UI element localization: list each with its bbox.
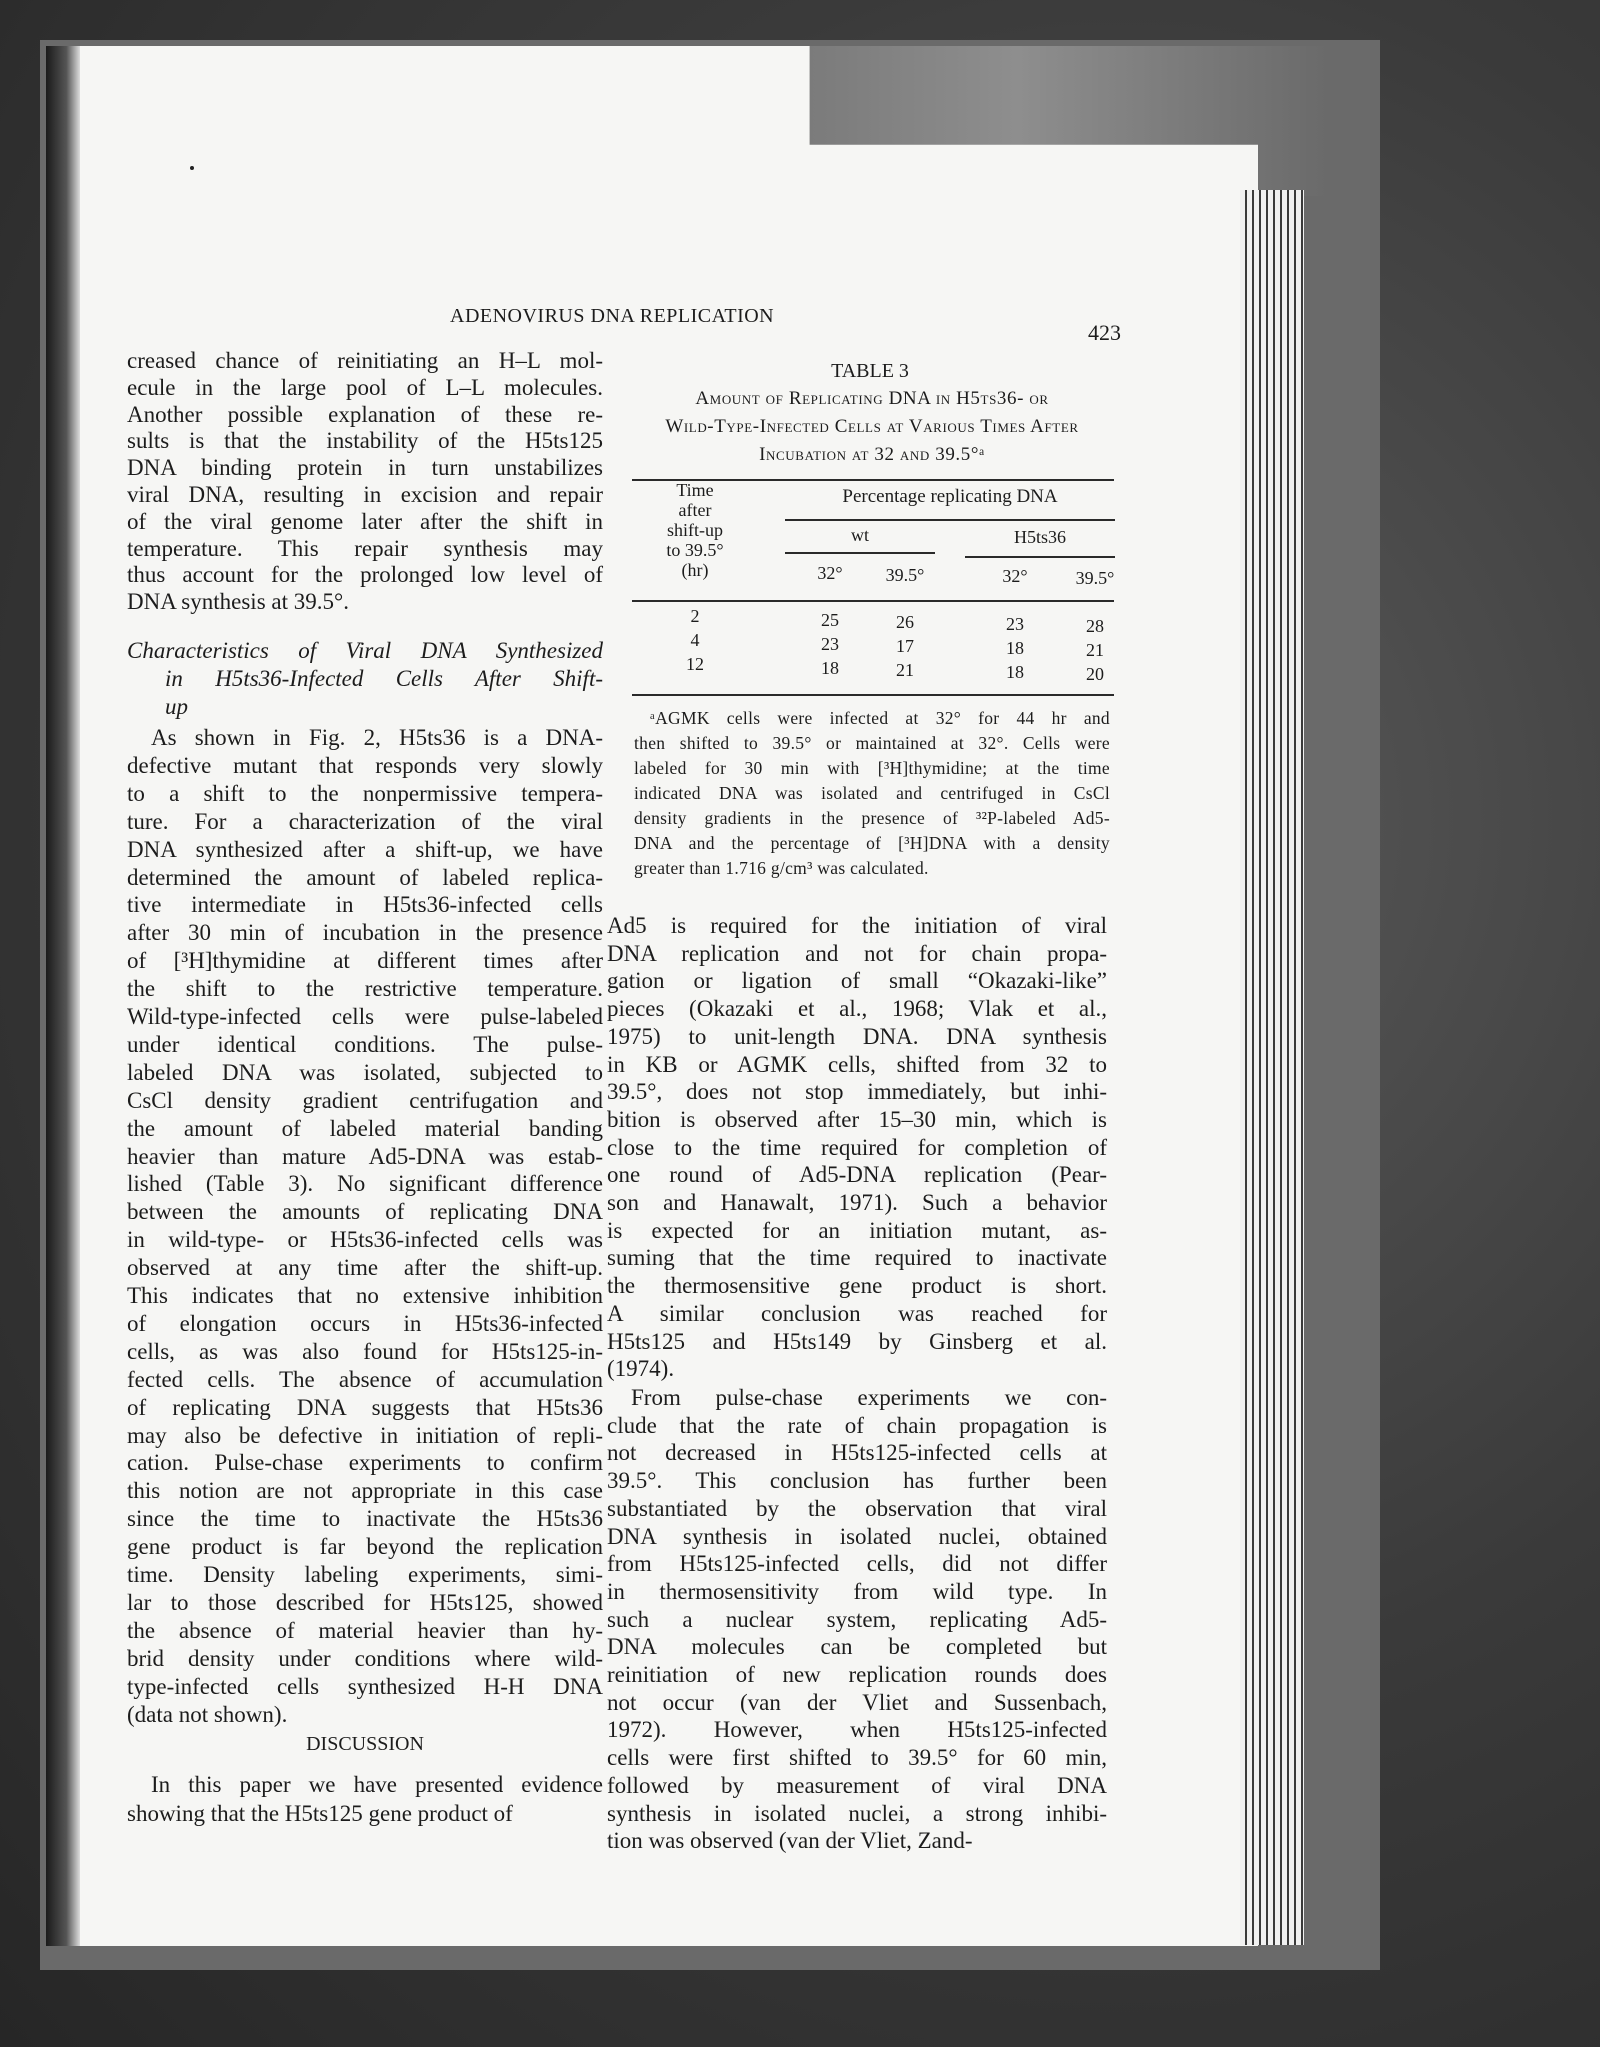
body-text-line: DNA synthesized after a shift-up, we have xyxy=(127,836,603,862)
body-text-line: type-infected cells synthesized H-H DNA xyxy=(127,1673,603,1699)
body-text-line: may also be defective in initiation of repli- xyxy=(127,1422,603,1448)
body-text-line: from H5ts125-infected cells, did not differ xyxy=(607,1551,1107,1577)
body-text-line: reinitiation of new replication rounds does xyxy=(607,1662,1107,1687)
body-text-line: DNA replication and not for chain propa- xyxy=(607,940,1107,966)
body-text-line: this notion are not appropriate in this case xyxy=(127,1478,603,1504)
body-text-line: 39.5°. This conclusion has further been xyxy=(607,1468,1107,1494)
body-text-line: DNA synthesis at 39.5°. xyxy=(127,589,349,615)
body-text-line: tion was observed (van der Vliet, Zand- xyxy=(607,1828,973,1854)
body-text-line: DNA molecules can be completed but xyxy=(607,1634,1107,1660)
body-text-line: since the time to inactivate the H5ts36 xyxy=(127,1506,603,1532)
body-text-line: son and Hanawalt, 1971). Such a behavior xyxy=(607,1190,1107,1215)
body-text-line: As shown in Fig. 2, H5ts36 is a DNA- xyxy=(151,725,603,750)
body-text-line: sults is that the instability of the H5ts125 xyxy=(127,428,603,454)
page-number: 423 xyxy=(1088,320,1121,345)
group-header-h5ts36: H5ts36 xyxy=(1013,527,1066,547)
table-caption-line: Wild-Type-Infected Cells at Various Times After xyxy=(665,416,1079,437)
body-text-line: of replicating DNA suggests that H5ts36 xyxy=(127,1394,603,1420)
body-text-line: of the viral genome later after the shift in xyxy=(127,508,603,534)
body-text-line: From pulse-chase experiments we con- xyxy=(631,1385,1107,1410)
body-text-line: in wild-type- or H5ts36-infected cells was xyxy=(127,1227,603,1253)
table-caption-line: Amount of Replicating DNA in H5ts36- or xyxy=(695,388,1049,409)
section-heading: Characteristics of Viral DNA Synthesized xyxy=(127,638,603,663)
body-text-line: ecule in the large pool of L–L molecules. xyxy=(127,374,603,400)
value-cell: 25 xyxy=(821,610,839,630)
section-heading: in H5ts36-Infected Cells After Shift- xyxy=(165,666,603,691)
spanner-rule xyxy=(785,519,1115,521)
body-text-line: (data not shown). xyxy=(127,1701,288,1727)
footnote-line: DNA and the percentage of [³H]DNA with a density xyxy=(634,833,1110,853)
body-text-line: under identical conditions. The pulse- xyxy=(127,1031,603,1057)
body-text-line: heavier than mature Ad5-DNA was estab- xyxy=(127,1143,603,1169)
body-text-line: This indicates that no extensive inhibition xyxy=(127,1283,603,1308)
time-cell: 2 xyxy=(690,606,700,626)
body-text-line: such a nuclear system, replicating Ad5- xyxy=(607,1606,1107,1632)
value-cell: 21 xyxy=(896,660,914,680)
row-header-line: shift-up xyxy=(667,520,723,540)
row-header-line: Time xyxy=(676,480,714,500)
value-cell: 17 xyxy=(896,636,914,656)
body-text-line: of elongation occurs in H5ts36-infected xyxy=(127,1310,603,1336)
body-text-line: the shift to the restrictive temperature. xyxy=(127,976,603,1002)
body-text-line: creased chance of reinitiating an H–L mol- xyxy=(127,348,603,373)
temp-column-header: 32° xyxy=(1002,566,1028,586)
body-text-line: the amount of labeled material banding xyxy=(127,1115,603,1141)
table-title: TABLE 3 xyxy=(831,360,909,382)
time-cell: 4 xyxy=(690,630,700,650)
footnote-line: density gradients in the presence of ³²P-labeled Ad5- xyxy=(634,808,1110,828)
body-text-line: not occur (van der Vliet and Sussenbach, xyxy=(607,1689,1107,1715)
body-text-line: A similar conclusion was reached for xyxy=(607,1300,1107,1326)
footnote-line: labeled for 30 min with [³H]thymidine; at the time xyxy=(634,758,1110,778)
body-text-line: thus account for the prolonged low level of xyxy=(127,562,603,588)
body-text-line: followed by measurement of viral DNA xyxy=(607,1772,1107,1798)
body-text-line: in KB or AGMK cells, shifted from 32 to xyxy=(607,1051,1107,1077)
body-text-line: determined the amount of labeled replica- xyxy=(127,864,603,890)
group-header-wt: wt xyxy=(851,525,869,545)
body-text-line: the thermosensitive gene product is short. xyxy=(607,1273,1107,1299)
body-text-line: Another possible explanation of these re- xyxy=(127,401,603,427)
body-text-line: viral DNA, resulting in excision and repair xyxy=(127,482,603,507)
row-header-line: (hr) xyxy=(681,560,709,580)
temp-column-header: 39.5° xyxy=(885,564,925,585)
value-cell: 28 xyxy=(1086,616,1104,636)
body-text-line: defective mutant that responds very slowly xyxy=(127,752,603,778)
value-cell: 26 xyxy=(896,612,914,632)
body-text-line: Wild-type-infected cells were pulse-labeled xyxy=(127,1004,603,1029)
footnote-line: indicated DNA was isolated and centrifuged in CsCl xyxy=(634,783,1110,803)
footnote-line: then shifted to 39.5° or maintained at 32°. Cells were xyxy=(634,733,1110,753)
time-cell: 12 xyxy=(686,654,704,674)
body-text-line: 39.5°, does not stop immediately, but inhi- xyxy=(607,1079,1107,1105)
spanner-header: Percentage replicating DNA xyxy=(842,486,1058,507)
body-text-line: brid density under conditions where wild- xyxy=(127,1645,603,1671)
body-text-line: bition is observed after 15–30 min, which is xyxy=(607,1106,1107,1132)
body-text-line: lished (Table 3). No significant difference xyxy=(127,1171,603,1197)
page-stack-edges xyxy=(1240,190,1304,1945)
body-text-line: CsCl density gradient centrifugation and xyxy=(127,1087,603,1113)
value-cell: 18 xyxy=(1006,638,1024,658)
h5ts36-rule xyxy=(965,556,1115,558)
body-text-line: DNA synthesis in isolated nuclei, obtained xyxy=(607,1523,1107,1549)
footnote-line: ᵃAGMK cells were infected at 32° for 44 hr and xyxy=(650,708,1110,728)
body-text-line: gation or ligation of small “Okazaki-like” xyxy=(607,968,1107,994)
running-head: ADENOVIRUS DNA REPLICATION xyxy=(450,305,775,327)
table-caption-line: Incubation at 32 and 39.5°ᵃ xyxy=(759,444,985,465)
row-header-line: to 39.5° xyxy=(666,540,724,560)
body-text-line: is expected for an initiation mutant, as- xyxy=(607,1217,1107,1243)
value-cell: 23 xyxy=(821,634,839,654)
body-text-line: in thermosensitivity from wild type. In xyxy=(607,1578,1107,1604)
body-text-line: ture. For a characterization of the viral xyxy=(127,808,603,834)
body-text-line: substantiated by the observation that viral xyxy=(607,1495,1107,1521)
body-text-line: 1972). However, when H5ts125-infected xyxy=(607,1717,1107,1743)
scan-speck xyxy=(190,166,194,170)
section-heading: up xyxy=(165,694,188,719)
body-text-line: the absence of material heavier than hy- xyxy=(127,1617,603,1643)
table-header-rule xyxy=(632,600,1114,602)
discussion-heading: DISCUSSION xyxy=(306,1733,424,1755)
wt-rule xyxy=(785,552,935,554)
body-text-line: 1975) to unit-length DNA. DNA synthesis xyxy=(607,1023,1107,1049)
value-cell: 18 xyxy=(821,658,839,678)
body-text-line: one round of Ad5-DNA replication (Pear- xyxy=(607,1162,1107,1188)
body-text-line: of [³H]thymidine at different times after xyxy=(127,948,603,974)
body-text-line: temperature. This repair synthesis may xyxy=(127,535,603,561)
body-text-line: clude that the rate of chain propagation is xyxy=(607,1412,1107,1438)
body-text-line: between the amounts of replicating DNA xyxy=(127,1199,603,1225)
body-text-line: to a shift to the nonpermissive tempera- xyxy=(127,780,603,806)
body-text-line: labeled DNA was isolated, subjected to xyxy=(127,1059,603,1085)
value-cell: 21 xyxy=(1086,640,1104,660)
body-text-line: gene product is far beyond the replication xyxy=(127,1534,603,1560)
body-text-line: observed at any time after the shift-up. xyxy=(127,1255,603,1281)
body-text-line: In this paper we have presented evidence xyxy=(151,1772,603,1797)
body-text-line: Ad5 is required for the initiation of viral xyxy=(607,913,1107,938)
body-text-line: showing that the H5ts125 gene product of xyxy=(127,1801,513,1826)
body-text-line: after 30 min of incubation in the presence xyxy=(127,920,603,946)
body-text-line: fected cells. The absence of accumulation xyxy=(127,1366,603,1392)
body-text-line: DNA binding protein in turn unstabilizes xyxy=(127,455,603,481)
body-text-line: time. Density labeling experiments, simi- xyxy=(127,1562,603,1587)
body-text-line: cells, as was also found for H5ts125-in- xyxy=(127,1338,603,1364)
body-text-line: tive intermediate in H5ts36-infected cells xyxy=(127,892,603,918)
body-text-line: close to the time required for completion of xyxy=(607,1134,1107,1160)
body-text-line: lar to those described for H5ts125, showed xyxy=(127,1589,603,1615)
value-cell: 20 xyxy=(1086,664,1104,684)
body-text-line: H5ts125 and H5ts149 by Ginsberg et al. xyxy=(607,1328,1107,1354)
table-bottom-rule xyxy=(632,694,1114,696)
binding-shadow xyxy=(46,46,80,1946)
body-text-line: (1974). xyxy=(607,1356,675,1382)
row-header-line: after xyxy=(678,500,712,520)
footnote-line: greater than 1.716 g/cm³ was calculated. xyxy=(634,858,929,878)
body-text-line: suming that the time required to inactivate xyxy=(607,1245,1107,1271)
body-text-line: cells were first shifted to 39.5° for 60 min, xyxy=(607,1745,1107,1771)
body-text-line: pieces (Okazaki et al., 1968; Vlak et al., xyxy=(607,996,1107,1022)
value-cell: 23 xyxy=(1006,614,1024,634)
body-text-line: synthesis in isolated nuclei, a strong inhibi- xyxy=(607,1800,1107,1826)
temp-column-header: 39.5° xyxy=(1075,567,1115,588)
body-text-line: not decreased in H5ts125-infected cells at xyxy=(607,1440,1107,1466)
value-cell: 18 xyxy=(1006,662,1024,682)
temp-column-header: 32° xyxy=(817,563,843,583)
body-text-line: cation. Pulse-chase experiments to confirm xyxy=(127,1450,603,1476)
